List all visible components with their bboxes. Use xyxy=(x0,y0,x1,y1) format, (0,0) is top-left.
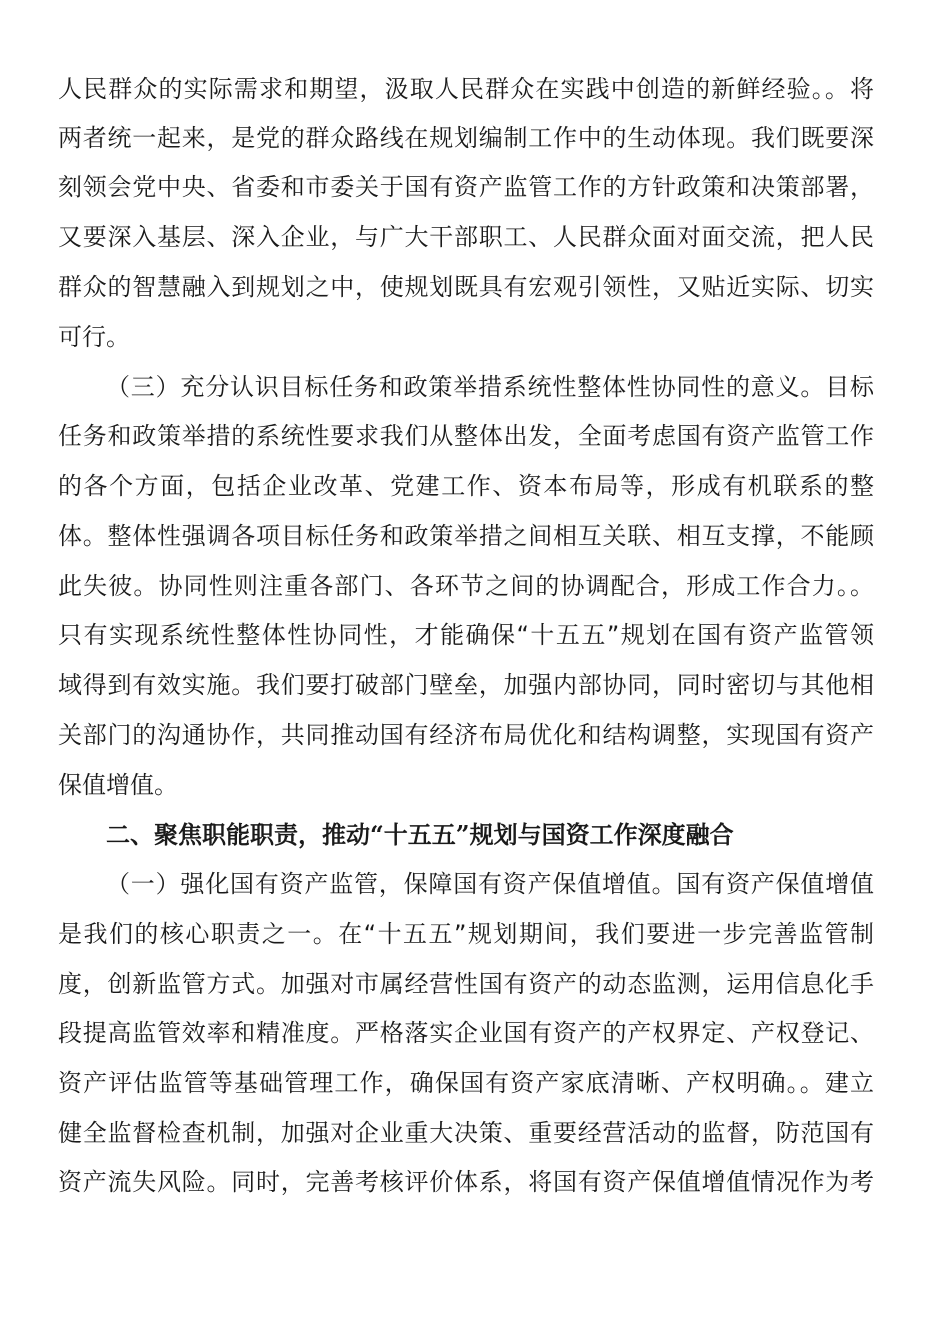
text-line: 资产流失风险。同时，完善考核评价体系，将国有资产保值增值情况作为考 xyxy=(58,1168,874,1196)
text-line: 只有实现系统性整体性协同性，才能确保“十五五”规划在国有资产监管领 xyxy=(58,621,874,649)
text-line: （一）强化国有资产监管，保障国有资产保值增值。国有资产保值增值 xyxy=(106,870,874,898)
section-heading: 二、聚焦职能职责，推动“十五五”规划与国资工作深度融合 xyxy=(106,820,734,849)
text-line: 人民群众的实际需求和期望，汲取人民群众在实践中创造的新鲜经验。。将 xyxy=(58,75,874,103)
text-line: 域得到有效实施。我们要打破部门壁垒，加强内部协同，同时密切与其他相 xyxy=(58,671,874,699)
text-line: 任务和政策举措的系统性要求我们从整体出发，全面考虑国有资产监管工作 xyxy=(58,422,874,450)
text-line: 刻领会党中央、省委和市委关于国有资产监管工作的方针政策和决策部署， xyxy=(58,173,874,201)
text-line: 体。整体性强调各项目标任务和政策举措之间相互关联、相互支撑，不能顾 xyxy=(58,522,874,550)
text-line: 的各个方面，包括企业改革、党建工作、资本布局等，形成有机联系的整 xyxy=(58,472,874,500)
text-line: 保值增值。 xyxy=(58,771,178,799)
text-line: 群众的智慧融入到规划之中，使规划既具有宏观引领性，又贴近实际、切实 xyxy=(58,273,874,301)
text-line: 两者统一起来，是党的群众路线在规划编制工作中的生动体现。我们既要深 xyxy=(58,124,874,152)
text-line: 是我们的核心职责之一。在“十五五”规划期间，我们要进一步完善监管制 xyxy=(58,920,874,948)
text-line: 此失彼。协同性则注重各部门、各环节之间的协调配合，形成工作合力。。 xyxy=(58,572,874,600)
text-line: 段提高监管效率和精准度。严格落实企业国有资产的产权界定、产权登记、 xyxy=(58,1019,874,1047)
text-line: 又要深入基层、深入企业，与广大干部职工、人民群众面对面交流，把人民 xyxy=(58,223,874,251)
text-line: 资产评估监管等基础管理工作，确保国有资产家底清晰、产权明确。。建立 xyxy=(58,1069,874,1097)
text-line: 关部门的沟通协作，共同推动国有经济布局优化和结构调整，实现国有资产 xyxy=(58,721,874,749)
text-line: 度，创新监管方式。加强对市属经营性国有资产的动态监测，运用信息化手 xyxy=(58,970,874,998)
text-line: 可行。 xyxy=(58,323,130,351)
text-line: 健全监督检查机制，加强对企业重大决策、重要经营活动的监督，防范国有 xyxy=(58,1119,874,1147)
text-line: （三）充分认识目标任务和政策举措系统性整体性协同性的意义。目标 xyxy=(106,373,874,401)
